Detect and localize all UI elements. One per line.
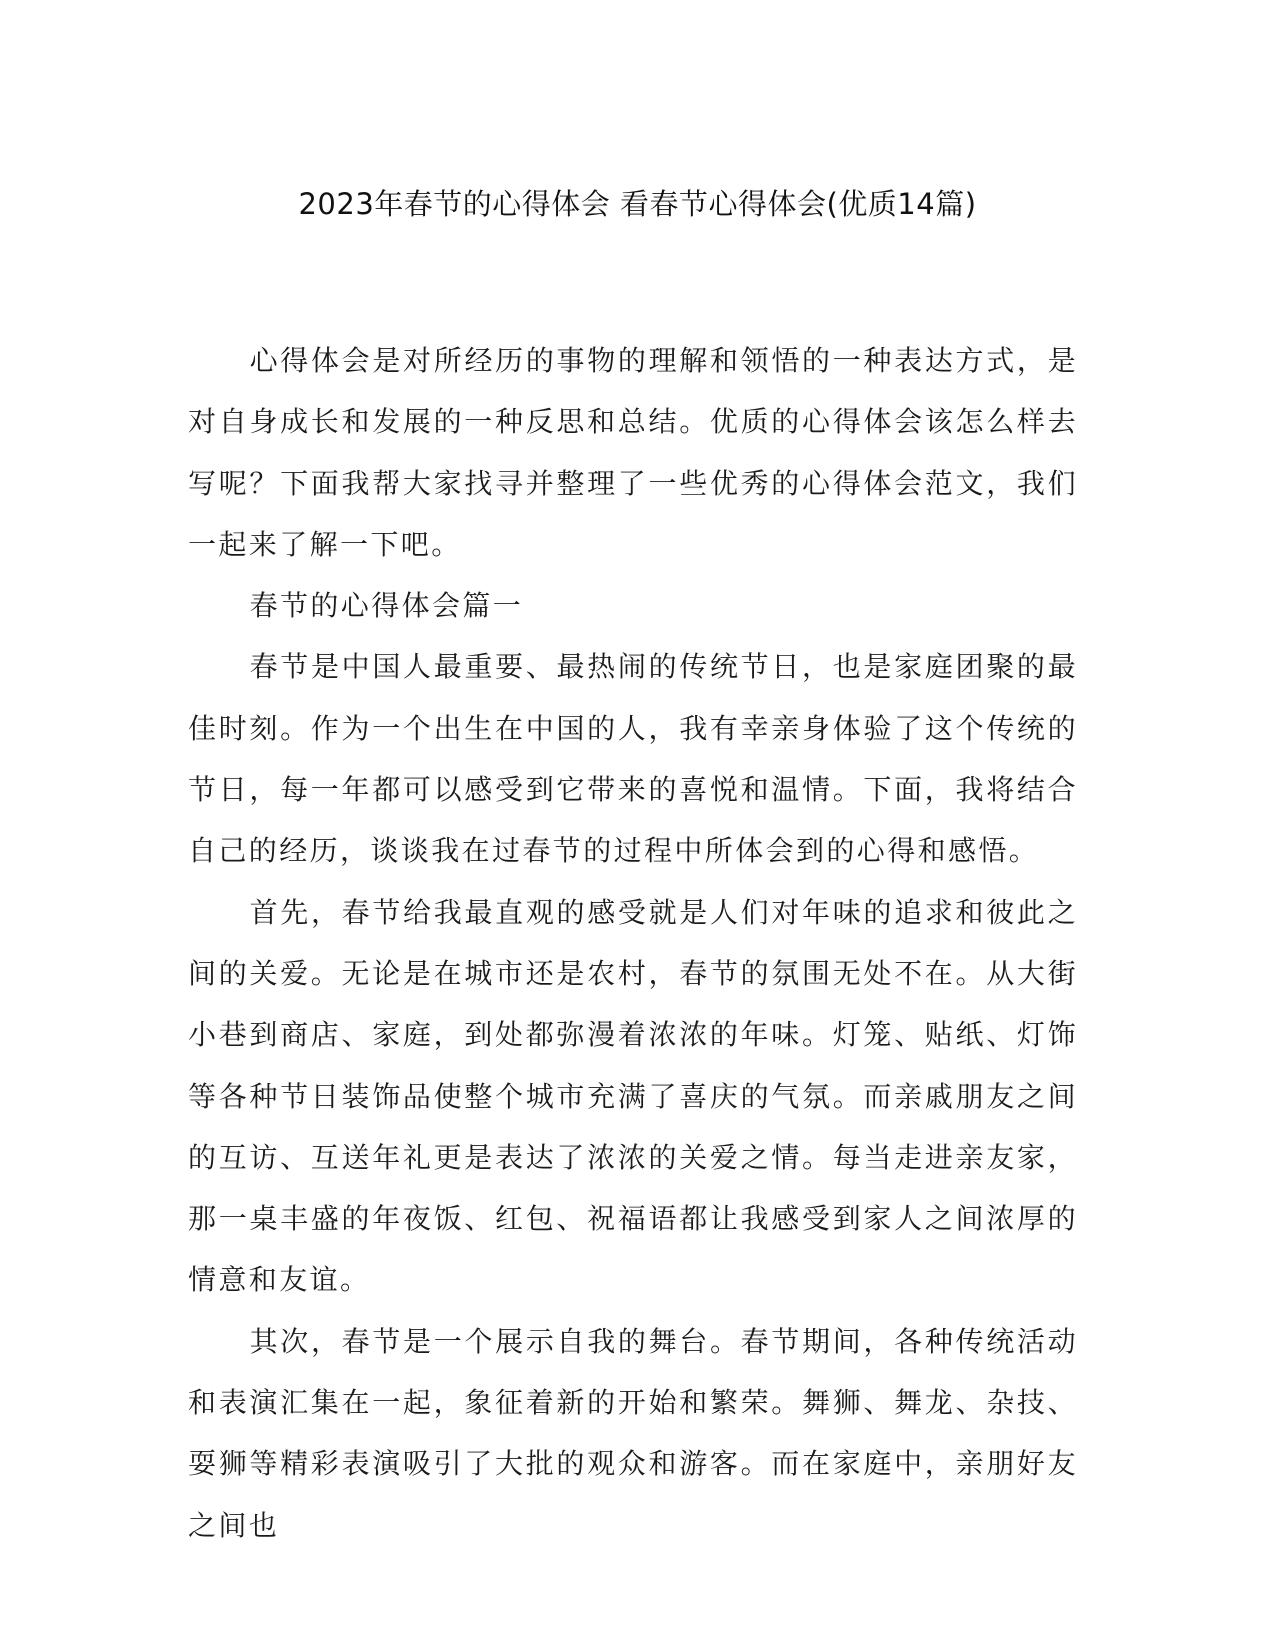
document-body [188,330,1078,1556]
section-heading: 春节的心得体会篇一 [249,589,524,623]
intro-paragraph: 心得体会是对所经历的事物的理解和领悟的一种表达方式，是对自身成长和发展的一种反思和总结。优质的心得体会该怎么样去写呢？下面我帮大家找寻并整理了一些优秀的心得体会范文，我们一起来了解一下吧。 [188,344,1078,561]
document-title: 2023年春节的心得体会 看春节心得体会(优质14篇) [298,187,977,221]
body-paragraph-1: 春节是中国人最重要、最热闹的传统节日，也是家庭团聚的最佳时刻。作为一个出生在中国的人，我有幸亲身体验了这个传统的节日，每一年都可以感受到它带来的喜悦和温情。下面，我将结合自己的经历，谈谈我在过春节的过程中所体会到的心得和感悟。 [188,650,1078,868]
body-paragraph-2: 首先，春节给我最直观的感受就是人们对年味的追求和彼此之间的关爱。无论是在城市还是农村，春节的氛围无处不在。从大街小巷到商店、家庭，到处都弥漫着浓浓的年味。灯笼、贴纸、灯饰等各种节日装饰品使整个城市充满了喜庆的气氛。而亲戚朋友之间的互访、互送年礼更是表达了浓浓的关爱之情。每当走进亲友家，那一桌丰盛的年夜饭、红包、祝福语都让我感受到家人之间浓厚的情意和友谊。 [188,895,1078,1297]
body-paragraph-3: 其次，春节是一个展示自我的舞台。春节期间，各种传统活动和表演汇集在一起，象征着新的开始和繁荣。舞狮、舞龙、杂技、耍狮等精彩表演吸引了大批的观众和游客。而在家庭中，亲朋好友之间也 [188,1324,1078,1542]
